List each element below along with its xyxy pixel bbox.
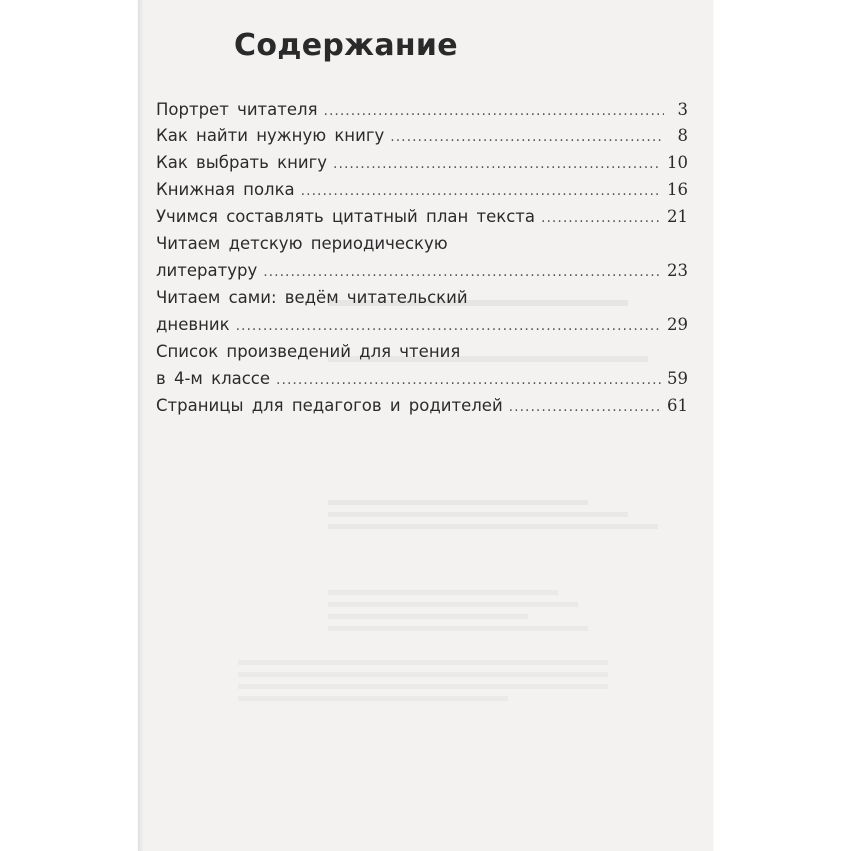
toc-entry [156,153,688,180]
dot-leader [541,210,661,226]
toc-page-number: 29 [667,315,688,334]
dot-leader [263,264,661,280]
toc-entry-title: Книжная полка [156,180,295,199]
toc-page-number: 59 [667,369,688,388]
dot-leader [236,318,661,334]
dot-leader [390,129,664,145]
toc-entry-title-line: Читаем детскую периодическую [156,234,448,253]
toc-entry-title-line: в 4-м классе [156,369,271,388]
toc-entry-title-line: Список произведений для чтения [156,342,461,361]
toc-entry-title-line: дневник [156,315,230,334]
toc-entry [156,234,688,288]
toc-entry-title-line: Читаем сами: ведём читательский [156,288,468,307]
toc-entry [156,342,688,396]
page-title: Содержание [234,28,458,63]
toc-page-number: 61 [667,396,688,415]
table-of-contents [156,100,688,423]
toc-entry [156,288,688,342]
toc-page-number: 21 [667,207,688,226]
dot-leader [509,399,661,415]
toc-page-number: 10 [667,153,688,172]
toc-entry-title: Как выбрать книгу [156,153,328,172]
toc-entry-title: Как найти нужную книгу [156,126,385,145]
toc-entry-title: Портрет читателя [156,100,318,119]
toc-entry-title-line: литературу [156,261,258,280]
toc-entry [156,207,688,234]
dot-leader [324,103,665,119]
toc-entry [156,126,688,153]
dot-leader [333,156,661,172]
toc-page-number: 8 [677,126,688,145]
toc-page-number: 3 [677,100,688,119]
toc-page-number: 16 [667,180,688,199]
toc-entry [156,396,688,423]
dot-leader [276,372,661,388]
page-edge-shadow [138,0,144,851]
toc-page-number: 23 [667,261,688,280]
toc-entry-title: Страницы для педагогов и родителей [156,396,503,415]
toc-entry-title: Учимся составлять цитатный план текста [156,207,536,226]
toc-entry [156,180,688,207]
toc-entry [156,100,688,126]
book-page [138,0,713,851]
dot-leader [301,183,661,199]
